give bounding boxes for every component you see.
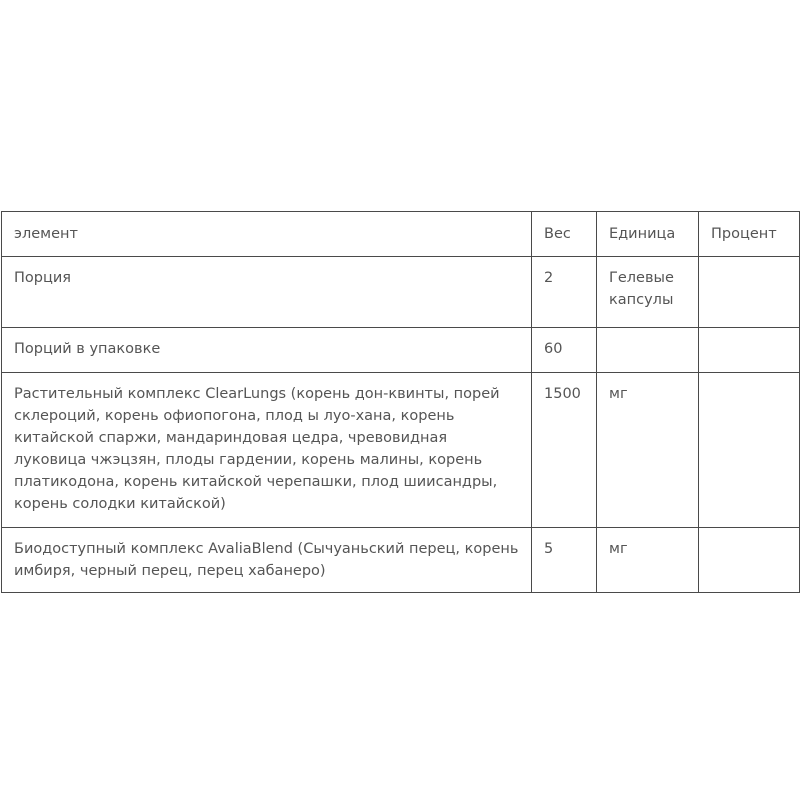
cell-weight: 60 bbox=[532, 328, 597, 373]
cell-unit: мг bbox=[597, 528, 699, 593]
cell-weight: 5 bbox=[532, 528, 597, 593]
supplement-facts-table bbox=[1, 211, 800, 593]
cell-unit bbox=[597, 328, 699, 373]
cell-unit: Гелевые капсулы bbox=[597, 257, 699, 328]
cell-unit: мг bbox=[597, 373, 699, 528]
cell-percent bbox=[699, 528, 800, 593]
cell-name: Порций в упаковке bbox=[2, 328, 532, 373]
cell-name: Растительный комплекс ClearLungs (корень дон-квинты, порей склероций, корень офиопогона, плод ы луо-хана, корень китайской спаржи, мандариндовая цедра, чревовидная луковица чжэцзян, плоды гардении, корень малины, корень платикодона, корень китайской черепашки, плод шиисандры, корень солодки китайской) bbox=[2, 373, 532, 528]
table-header-row bbox=[2, 212, 800, 257]
cell-name: Порция bbox=[2, 257, 532, 328]
header-unit: Единица bbox=[597, 212, 699, 257]
cell-weight: 1500 bbox=[532, 373, 597, 528]
header-percent: Процент bbox=[699, 212, 800, 257]
cell-weight: 2 bbox=[532, 257, 597, 328]
cell-name: Биодоступный комплекс AvaliaBlend (Сычуаньский перец, корень имбиря, черный перец, перец хабанеро) bbox=[2, 528, 532, 593]
header-element: элемент bbox=[2, 212, 532, 257]
cell-percent bbox=[699, 373, 800, 528]
table-row bbox=[2, 528, 800, 593]
table-row bbox=[2, 257, 800, 328]
table-row bbox=[2, 373, 800, 528]
table-row bbox=[2, 328, 800, 373]
header-weight: Вес bbox=[532, 212, 597, 257]
cell-percent bbox=[699, 328, 800, 373]
cell-percent bbox=[699, 257, 800, 328]
